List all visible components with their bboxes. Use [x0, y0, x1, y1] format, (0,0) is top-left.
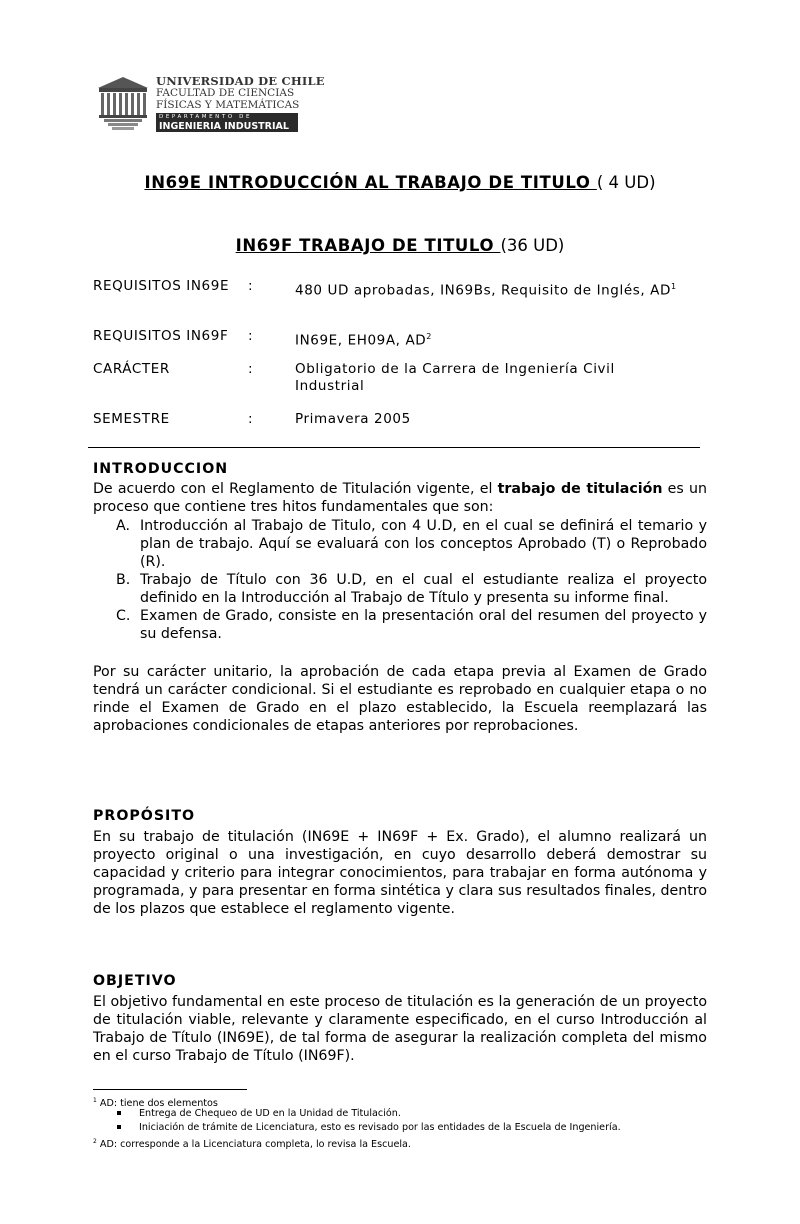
- university-logo: [94, 74, 325, 132]
- horizontal-divider: [88, 447, 700, 448]
- footnote-text: AD: tiene dos elementos: [96, 1098, 218, 1110]
- requirement-colon: :: [248, 411, 254, 427]
- requirement-value: Primavera 2005: [295, 411, 411, 427]
- footnote-bullet-text: Entrega de Chequeo de UD en la Unidad de Titulación.: [139, 1108, 401, 1119]
- university-name: UNIVERSIDAD DE CHILE: [156, 74, 325, 88]
- faculty-line-2: FÍSICAS Y MATEMÁTICAS: [156, 99, 300, 111]
- footnote-number: 1: [93, 1097, 97, 1104]
- milestones-list: [93, 517, 707, 643]
- footnote-ref: 2: [426, 332, 432, 341]
- list-item: [93, 517, 707, 571]
- objective-paragraph: El objetivo fundamental en este proceso de titulación es la generación de un proyecto de titulación viable, relevante y claramente especificado, en el curso Introducción al Trabajo de Título (IN69E), de tal forma de asegurar la realización completa del mismo en el curso Trabajo de Título (IN69F).: [93, 994, 707, 1064]
- list-item-text: Introducción al Trabajo de Titulo, con 4 U.D, en el cual se definirá el temario y plan de trabajo. Aquí se evaluará con los conceptos Aprobado (T) o Reprobado (R).: [140, 518, 707, 570]
- requirement-label: SEMESTRE: [93, 411, 170, 427]
- bullet-square-icon: [117, 1125, 121, 1129]
- list-marker: B.: [116, 572, 131, 588]
- requirement-value-text: 480 UD aprobadas, IN69Bs, Requisito de Inglés, AD: [295, 282, 671, 299]
- bullet-square-icon: [117, 1111, 121, 1115]
- course-title-in69e-name: IN69E INTRODUCCIÓN AL TRABAJO DE TITULO: [144, 173, 597, 192]
- intro-text-b: es un proceso que contiene tres hitos fundamentales que son:: [93, 481, 707, 515]
- requirement-value-text: IN69E, EH09A, AD: [295, 332, 427, 349]
- purpose-paragraph: En su trabajo de titulación (IN69E + IN69F + Ex. Grado), el alumno realizará un proyecto original o una investigación, en cuyo desarrollo deberá demostrar su capacidad y criterio para integrar conocimientos, para trabajar en forma autónoma y programada, y para presentar en forma sintética y clara sus resultados finales, dentro de los plazos que establece el reglamento vigente.: [93, 829, 707, 917]
- footnote-divider: [93, 1089, 247, 1090]
- section-heading-proposito: PROPÓSITO: [93, 808, 196, 824]
- faculty-line-1: FACULTAD DE CIENCIAS: [156, 87, 295, 99]
- list-item-text: Examen de Grado, consiste en la presentación oral del resumen del proyecto y su defensa.: [140, 608, 707, 642]
- requirement-label: CARÁCTER: [93, 361, 170, 377]
- footnote-ref: 1: [670, 282, 677, 291]
- course-title-in69f: [95, 236, 705, 256]
- list-item: [93, 607, 707, 643]
- course-title-in69f-units: (36 UD): [500, 236, 565, 255]
- requirement-value: Obligatorio de la Carrera de Ingeniería Civil Industrial: [295, 361, 615, 394]
- list-item: [93, 571, 707, 607]
- requirement-colon: :: [248, 328, 254, 344]
- course-title-in69e-units: ( 4 UD): [596, 173, 656, 192]
- section-heading-introduccion: INTRODUCCION: [93, 461, 229, 477]
- university-building-icon: [94, 74, 152, 132]
- intro-text-bold: trabajo de titulación: [497, 481, 663, 497]
- list-marker: C.: [116, 608, 131, 624]
- requirement-row: [93, 278, 709, 314]
- intro-paragraph: [93, 480, 707, 516]
- requirement-value: [295, 328, 709, 350]
- footnote-number: 2: [93, 1138, 97, 1145]
- requirement-row: [93, 361, 709, 397]
- section-heading-objetivo: OBJETIVO: [93, 973, 177, 989]
- department-label: DEPARTAMENTO DE: [159, 114, 253, 120]
- requirement-colon: :: [248, 278, 254, 294]
- intro-paragraph-2: Por su carácter unitario, la aprobación de cada etapa previa al Examen de Grado tendrá un carácter condicional. Si el estudiante es reprobado en cualquier etapa o no rinde el Examen de Grado en el plazo establecido, la Escuela reemplazará las aprobaciones condicionales de etapas anteriores por reprobaciones.: [93, 664, 707, 734]
- department-banner: [156, 113, 298, 132]
- requirement-label: REQUISITOS IN69F: [93, 328, 229, 344]
- requirement-colon: :: [248, 361, 254, 377]
- list-item-text: Trabajo de Título con 36 U.D, en el cual el estudiante realiza el proyecto definido en la Introducción al Trabajo de Título y presenta su informe final.: [140, 572, 707, 606]
- requirement-value: [295, 278, 709, 300]
- requirement-label: REQUISITOS IN69E: [93, 278, 230, 294]
- department-name: INGENIERIA INDUSTRIAL: [159, 121, 289, 132]
- list-marker: A.: [116, 518, 130, 534]
- course-title-in69f-name: IN69F TRABAJO DE TITULO: [235, 236, 501, 255]
- requirement-row: [93, 411, 709, 429]
- footnote-bullet-text: Iniciación de trámite de Licenciatura, esto es revisado por las entidades de la Escuela de Ingeniería.: [139, 1122, 621, 1133]
- footnote-text: AD: corresponde a la Licenciatura completa, lo revisa la Escuela.: [96, 1139, 411, 1151]
- course-title-in69e: [95, 173, 705, 193]
- intro-text-a: De acuerdo con el Reglamento de Titulación vigente, el: [93, 481, 498, 497]
- requirement-row: [93, 328, 709, 349]
- footnote-2: [93, 1135, 411, 1151]
